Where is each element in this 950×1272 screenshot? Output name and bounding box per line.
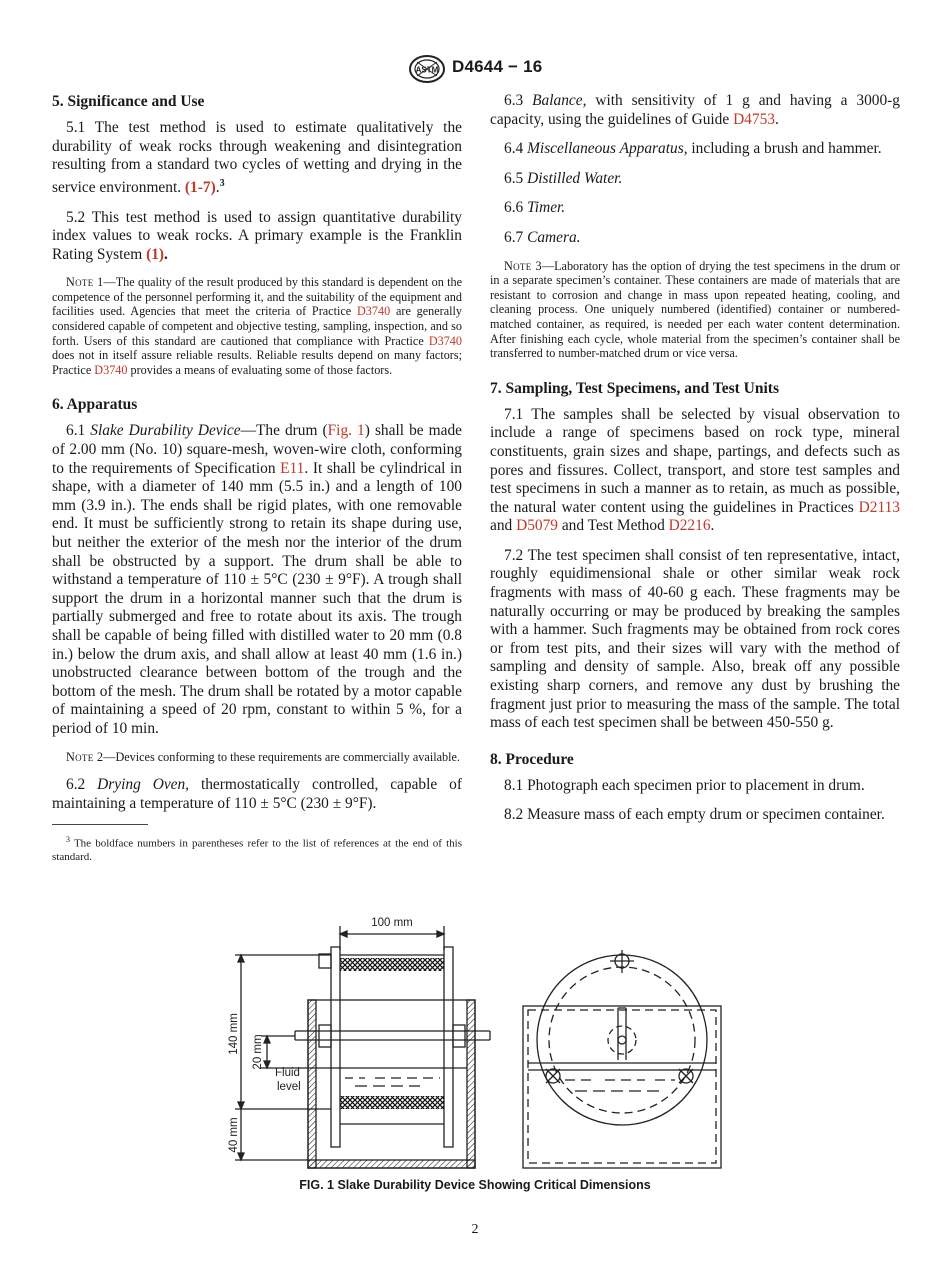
astm-logo-icon — [408, 54, 446, 84]
document-id: D4644 − 16 — [452, 57, 543, 76]
link-d2216[interactable]: D2216 — [668, 517, 711, 535]
link-fig-1[interactable]: Fig. 1 — [327, 422, 365, 440]
paragraph-6-3: 6.3 Balance, with sensitivity of 1 g and having a 3000-g capacity, using the guidelines of Guide D4753. — [490, 92, 900, 128]
paragraph-8-2: 8.2 Measure mass of each empty drum or specimen container. — [504, 806, 885, 824]
link-d5079[interactable]: D5079 — [516, 517, 558, 535]
note-3: Note 3—Laboratory has the option of drying the test specimens in the drum or in a separate specimen’s container. These containers are made of materials that are resistant to corrosion and change in mass upon repeated heating, cooling, and cleaning process. One uniquely numbered (identified) container or numbered-matched container, as required, is needed per each water content determination. After finishing each cycle, whole material from the specimen’s container shall be transferred to number-matched drum or vice versa. — [490, 258, 900, 361]
link-d2113[interactable]: D2113 — [858, 498, 900, 516]
svg-text:ASTM: ASTM — [415, 65, 439, 75]
section-7-heading: 7. Sampling, Test Specimens, and Test Units — [490, 379, 779, 397]
paragraph-5-1: 5.1 The test method is used to estimate qualitatively the durability of weak rocks through weakening and disintegration resulting from a standard two cycles of wetting and drying in the service environment. (1-7).$^3$ — [52, 119, 462, 196]
label-level: level — [277, 1081, 301, 1093]
footnote-3: $^3$ The boldface numbers in parentheses refer to the list of references at the end of this standard. — [52, 835, 462, 864]
figure-caption: FIG. 1 Slake Durability Device Showing Critical Dimensions — [299, 1178, 651, 1192]
note-2: Note 2—Devices conforming to these requirements are commercially available. — [66, 749, 460, 764]
paragraph-6-4: 6.4 Miscellaneous Apparatus, including a brush and hammer. — [504, 140, 882, 158]
slake-durability-figure — [215, 910, 735, 1175]
label-40mm: 40 mm — [228, 1117, 240, 1153]
left-column — [52, 92, 462, 865]
figure-labels — [228, 917, 413, 1153]
paragraph-6-7: 6.7 Camera. — [504, 228, 581, 246]
reference-link-1[interactable]: (1) — [146, 245, 165, 263]
reference-link-1-7[interactable]: (1-7) — [184, 178, 216, 196]
right-column — [490, 92, 900, 836]
link-d3740-a[interactable]: D3740 — [356, 304, 391, 319]
footnote-rule — [52, 824, 148, 825]
link-d3740-b[interactable]: D3740 — [428, 333, 462, 348]
link-e11[interactable]: E11 — [280, 459, 305, 477]
paragraph-6-5: 6.5 Distilled Water. — [504, 169, 623, 187]
note-1: Note 1—The quality of the result produced by this standard is dependent on the competence of the personnel performing it, and the suitability of the equipment and facilities used. Agencies that meet the criteria of Practice D3740 are generally considered capable of competent and objective testing, sampling, inspection, and so forth. Users of this standard are cautioned that compliance with Practice D3740 does not in itself assure reliable results. Reliable results depend on many factors; Practice D3740 provides a means of evaluating some of those factors. — [52, 275, 462, 377]
paragraph-8-1: 8.1 Photograph each specimen prior to placement in drum. — [504, 776, 865, 794]
label-fluid: Fluid — [275, 1067, 300, 1079]
paragraph-7-1: 7.1 The samples shall be selected by visual observation to include a range of specimens based on rock type, mineral constituents, grain sizes and shape, partings, and defects such as pores and fissures. Collect, transport, and store test samples and test specimens in such a manner as to retain, as much as possible, the natural water content using the guidelines in Practices D2113 and D5079 and Test Method D2216. — [490, 405, 900, 535]
paragraph-7-2: 7.2 The test specimen shall consist of ten representative, intact, roughly equidimensional shale or other similar weak rock fragments with mass of 40-60 g each. These fragments may be naturally occurring or may be produced by breaking the samples with a hammer. Such fragments may be obtained from rock cores or from test pits, and their sizes will vary with the method of sampling and density of sample. Also, break off any possible existing sharp corners, and remove any dust by brushing the fragment just prior to measuring the mass of the sample. The total mass of each test specimen shall be between 450-550 g. — [490, 546, 900, 732]
side-view — [235, 926, 490, 1168]
link-d4753[interactable]: D4753 — [733, 110, 775, 128]
section-8-heading: 8. Procedure — [490, 750, 574, 768]
section-6-heading: 6. Apparatus — [52, 396, 138, 414]
page-header — [0, 54, 950, 84]
section-5-heading: 5. Significance and Use — [52, 93, 205, 110]
paragraph-5-2: 5.2 This test method is used to assign quantitative durability index values to weak rocks. A primary example is the Franklin Rating System (1). — [52, 208, 462, 263]
label-20mm: 20 mm — [252, 1034, 264, 1070]
paragraph-6-2: 6.2 Drying Oven, thermostatically controlled, capable of maintaining a temperature of 110 ± 5°C (230 ± 9°F). — [52, 776, 462, 812]
page-number: 2 — [471, 1222, 479, 1237]
label-140mm: 140 mm — [228, 1013, 240, 1055]
label-100mm: 100 mm — [371, 917, 413, 929]
paragraph-6-6: 6.6 Timer. — [504, 199, 566, 217]
footnote-marker[interactable]: 3 — [219, 177, 225, 189]
link-d3740-c[interactable]: D3740 — [94, 362, 128, 377]
end-view — [523, 950, 721, 1168]
paragraph-6-1: 6.1 Slake Durability Device—The drum (Fig. 1) shall be made of 2.00 mm (No. 10) square-mesh, woven-wire cloth, conforming to the requirements of Specification E11. It shall be cylindrical in shape, with a diameter of 140 mm (5.5 in.) and a length of 100 mm (3.9 in.). The ends shall be rigid plates, with one removable end. It must be sufficiently strong to retain its shape during use, but neither the exterior of the mesh nor the interior of the drum shall be obstructed by a support. The drum shall be able to withstand a temperature of 110 ± 5°C (230 ± 9°F). A trough shall support the drum in a horizontal manner such that the drum is partially submerged and free to rotate about its axis. The trough shall be capable of being filled with distilled water to 20 mm (0.8 in.) below the drum axis, and shall allow at least 40 mm (1.6 in.) unobstructed clearance between bottom of the trough and the bottom of the mesh. The drum shall be rotated by a motor capable of maintaining a speed of 20 rpm, constant to within 5 %, for a period of 10 min. — [52, 422, 462, 737]
